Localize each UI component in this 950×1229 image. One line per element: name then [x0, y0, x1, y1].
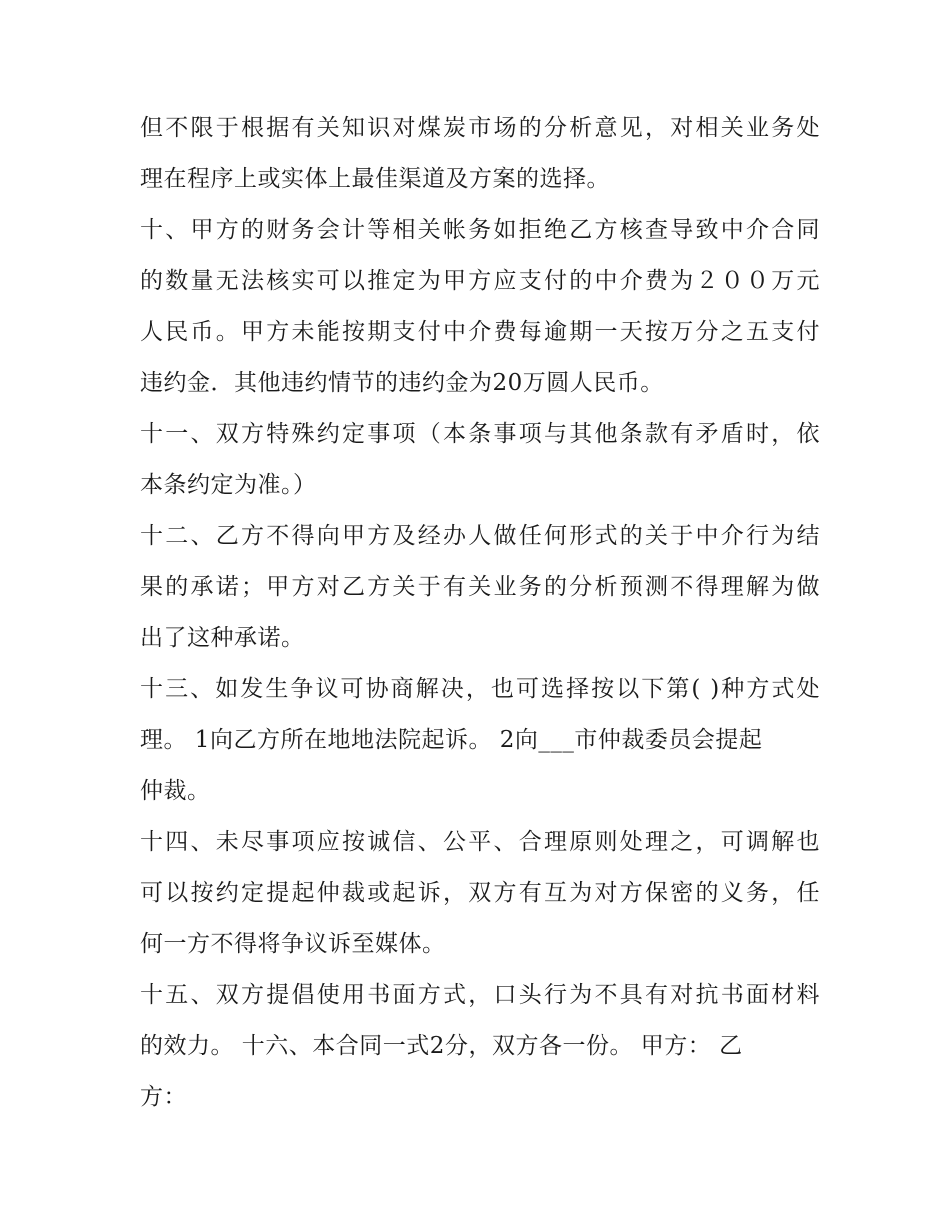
contract-text-body — [140, 103, 820, 1123]
clause-10-line-3: 人民币。甲方未能按期支付中介费每逾期一天按万分之五支付 — [140, 319, 820, 345]
clause-10-line-1: 十、甲方的财务会计等相关帐务如拒绝乙方核查导致中介合同 — [140, 217, 820, 243]
clause-13-line-1: 十三、如发生争议可协商解决，也可选择按以下第( )种方式处 — [140, 676, 820, 702]
clause-15-16-signature-line: 的效力。 十六、本合同一式2分，双方各一份。 甲方： 乙 — [140, 1033, 743, 1059]
clause-11-line-2: 本条约定为准。） — [140, 472, 317, 498]
clause-10-line-4: 违约金．其他违约情节的违约金为20万圆人民币。 — [140, 370, 664, 396]
clause-14-line-2: 可以按约定提起仲裁或起诉，双方有互为对方保密的义务，任 — [140, 880, 820, 906]
clause-10-line-2: 的数量无法核实可以推定为甲方应支付的中介费为２００万元 — [140, 268, 820, 294]
clause-14-line-1: 十四、未尽事项应按诚信、公平、合理原则处理之，可调解也 — [140, 829, 820, 855]
clause-13-line-3: 仲裁。 — [140, 778, 211, 804]
clause-12-line-1: 十二、乙方不得向甲方及经办人做任何形式的关于中介行为结 — [140, 523, 820, 549]
text-line-2: 理在程序上或实体上最佳渠道及方案的选择。 — [140, 166, 610, 192]
text-line-1: 但不限于根据有关知识对煤炭市场的分析意见，对相关业务处 — [140, 115, 820, 141]
clause-13-line-2: 理。 1向乙方所在地地法院起诉。 2向___市仲裁委员会提起 — [140, 727, 763, 753]
clause-15-line-1: 十五、双方提倡使用书面方式，口头行为不具有对抗书面材料 — [140, 982, 820, 1008]
clause-12-line-2: 果的承诺；甲方对乙方关于有关业务的分析预测不得理解为做 — [140, 574, 820, 600]
clause-14-line-3: 何一方不得将争议诉至媒体。 — [140, 931, 446, 957]
clause-11-line-1: 十一、双方特殊约定事项（本条事项与其他条款有矛盾时，依 — [140, 421, 820, 447]
signature-party-b-line: 方： — [140, 1084, 187, 1110]
clause-12-line-3: 出了这种承诺。 — [140, 625, 305, 651]
